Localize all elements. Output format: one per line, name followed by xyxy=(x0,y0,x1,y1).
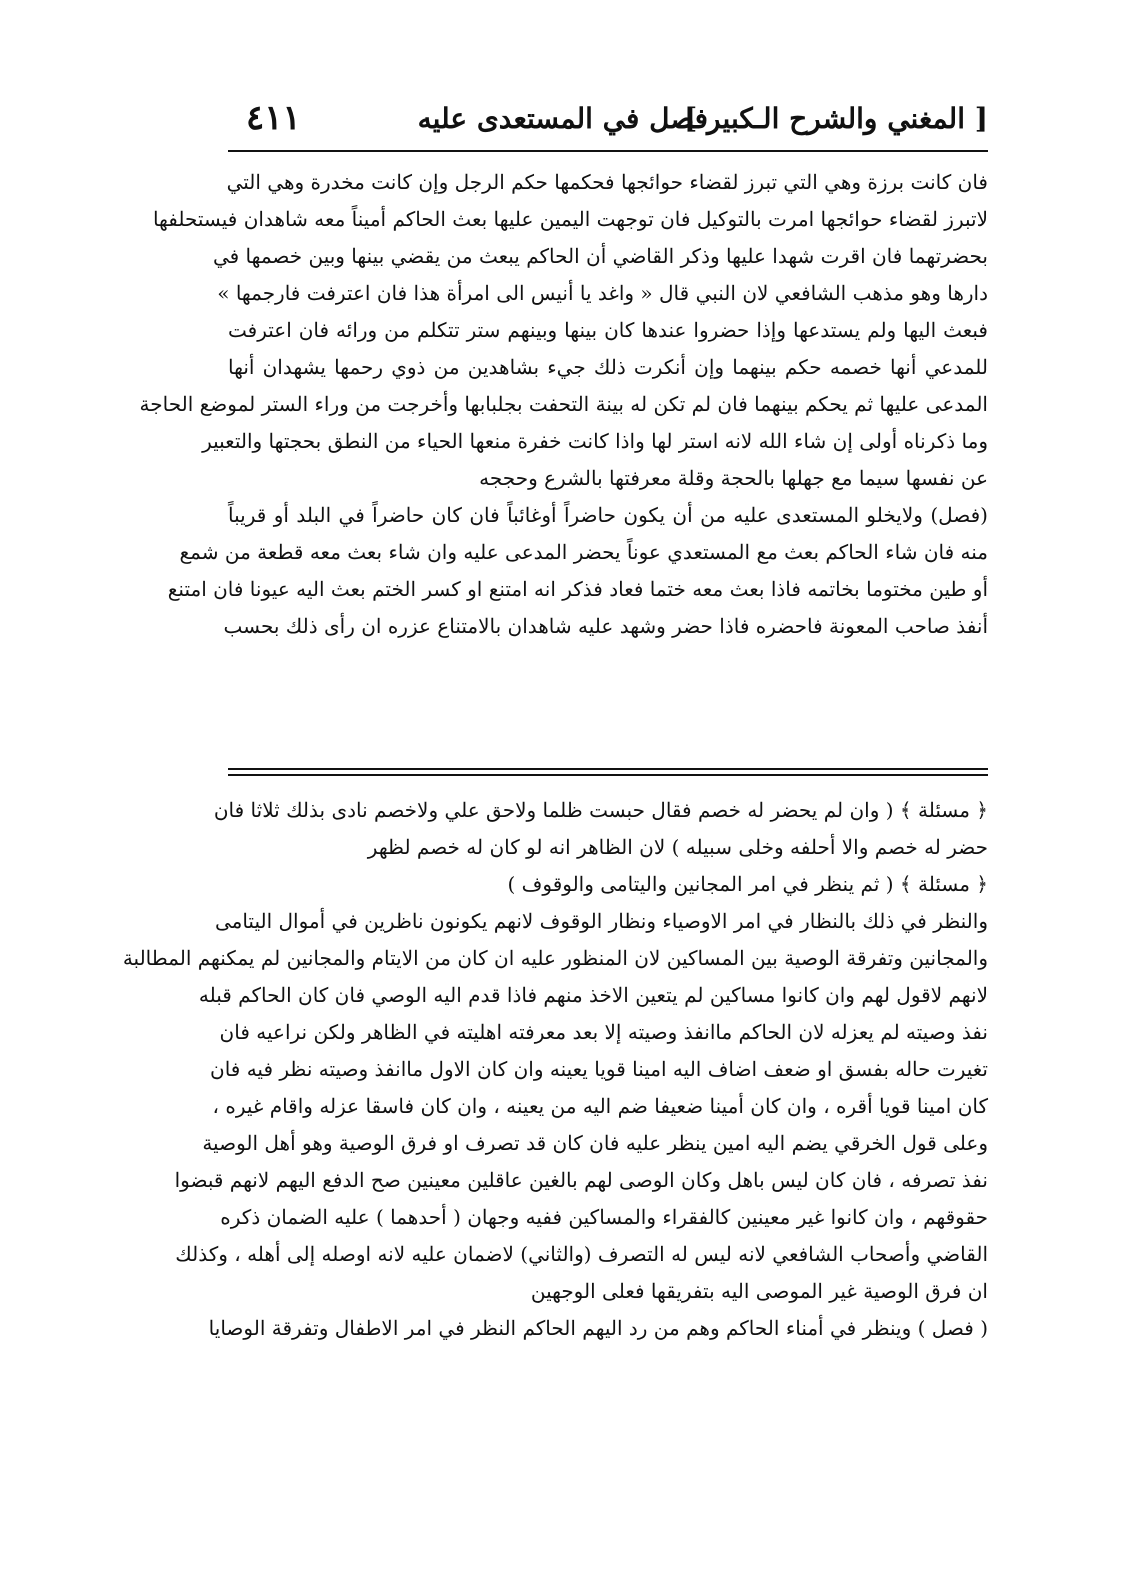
main-text-line: عن نفسها سيما مع جهلها بالحجة وقلة معرفتها بالشرع وحججه xyxy=(479,466,988,490)
main-text-line: أنفذ صاحب المعونة فاحضره فاذا حضر وشهد عليه شاهدان بالامتناع عزره ان رأى ذلك بحسب xyxy=(223,614,988,638)
commentary-line: ان فرق الوصية غير الموصى اليه بتفريقها فعلى الوجهين xyxy=(530,1279,988,1303)
section-separator-bottom xyxy=(228,774,988,776)
section-title: فصل في المستعدى عليه xyxy=(417,102,708,135)
section-separator-top xyxy=(228,768,988,770)
commentary-line: نفذ وصيته لم يعزله لان الحاكم ماانفذ وصيته إلا بعد معرفته اهليته في الظاهر ولكن نراعيه فان xyxy=(219,1020,988,1044)
commentary-line: والنظر في ذلك بالنظار في امر الاوصياء ونظار الوقوف لانهم يكونون ناظرين في أموال اليتامى xyxy=(214,909,988,933)
commentary-line: ﴿ مسئلة ﴾ ( وان لم يحضر له خصم فقال حبست ظلما ولاحق علي ولاخصم نادى بذلك ثلاثا فان xyxy=(213,798,988,822)
main-text-line: (فصل) ولايخلو المستعدى عليه من أن يكون حاضراً أوغائباً فان كان حاضراً في البلد أو قريباً xyxy=(228,503,988,527)
commentary-line: والمجانين وتفرقة الوصية بين المساكين لان المنظور عليه ان كان من الايتام والمجانين لم يمكنهم المطالبة xyxy=(122,946,988,970)
commentary-line: نفذ تصرفه ، فان كان ليس باهل وكان الوصى لهم بالغين عاقلين معينين صح الدفع اليهم لانهم قبضوا xyxy=(174,1168,988,1192)
main-text-line: بحضرتهما فان اقرت شهدا عليها وذكر القاضي أن الحاكم يبعث من يقضي بينها وبين خصمها في xyxy=(212,244,988,268)
main-text-line: المدعى عليها ثم يحكم بينهما فان لم تكن له بينة التحفت بجلبابها وأخرجت من وراء الستر لموضع الحاجة xyxy=(139,392,988,416)
commentary-line: ( فصل ) وينظر في أمناء الحاكم وهم من رد اليهم الحاكم النظر في امر الاطفال وتفرقة الوصايا xyxy=(208,1316,988,1340)
main-text-line: منه فان شاء الحاكم بعث مع المستعدي عوناً يحضر المدعى عليه وان شاء بعث معه قطعة من شمع xyxy=(179,540,988,564)
page-header xyxy=(228,98,988,150)
commentary-line: وعلى قول الخرقي يضم اليه امين ينظر عليه فان كان قد تصرف او فرق الوصية وهو أهل الوصية xyxy=(202,1131,988,1155)
main-text xyxy=(139,164,988,645)
header-rule xyxy=(228,150,988,152)
commentary-line: القاضي وأصحاب الشافعي لانه ليس له التصرف (والثاني) لاضمان عليه لانه اوصله إلى أهله ، وكذلك xyxy=(175,1242,988,1266)
main-text-line: فان كانت برزة وهي التي تبرز لقضاء حوائجها فحكمها حكم الرجل وإن كانت مخدرة وهي التي xyxy=(226,170,988,194)
page-number: ٤١١ xyxy=(246,98,301,138)
commentary-line: لانهم لاقول لهم وان كانوا مساكين لم يتعين الاخذ منهم فاذا قدم اليه الوصي فان كان الحاكم قبله xyxy=(198,983,988,1007)
commentary-line: ﴿ مسئلة ﴾ ( ثم ينظر في امر المجانين واليتامى والوقوف ) xyxy=(507,872,988,896)
main-text-line: دارها وهو مذهب الشافعي لان النبي قال « واغد يا أنيس الى امرأة هذا فان اعترفت فارجمها » xyxy=(217,281,988,305)
main-text-line: فبعث اليها ولم يستدعها وإذا حضروا عندها كان بينها وبينهم ستر تتكلم من ورائه فان اعترفت xyxy=(228,318,988,342)
commentary-line: حضر له خصم والا أحلفه وخلى سبيله ) لان الظاهر انه لو كان له خصم لظهر xyxy=(367,835,988,859)
main-text-line: للمدعي أنها خصمه حكم بينهما وإن أنكرت ذلك جيء بشاهدين من ذوي رحمها يشهدان أنها xyxy=(228,355,988,379)
main-text-line: أو طين مختوما بخاتمه فاذا بعث معه ختما فعاد فذكر انه امتنع او كسر الختم بعث اليه عيونا فان امتنع xyxy=(167,577,988,601)
commentary-line: كان امينا قويا أقره ، وان كان أمينا ضعيفا ضم اليه من يعينه ، وان كان فاسقا عزله واقام غيره ، xyxy=(212,1094,988,1118)
commentary-text xyxy=(122,792,988,1347)
commentary-line: حقوقهم ، وان كانوا غير معينين كالفقراء والمساكين ففيه وجهان ( أحدهما ) عليه الضمان ذكره xyxy=(220,1205,988,1229)
main-text-line: وما ذكرناه أولى إن شاء الله لانه استر لها واذا كانت خفرة منعها الحياء من النطق بحجتها والتعبير xyxy=(202,429,988,453)
commentary-line: تغيرت حاله بفسق او ضعف اضاف اليه امينا قويا يعينه وان كان الاول ماانفذ وصيته نظر فيه فان xyxy=(210,1057,988,1081)
book-title: [ المغني والشرح الـكبير ] xyxy=(684,102,988,135)
main-text-line: لاتبرز لقضاء حوائجها امرت بالتوكيل فان توجهت اليمين عليها بعث الحاكم أميناً معه شاهدان فيستحلفها xyxy=(152,207,988,231)
